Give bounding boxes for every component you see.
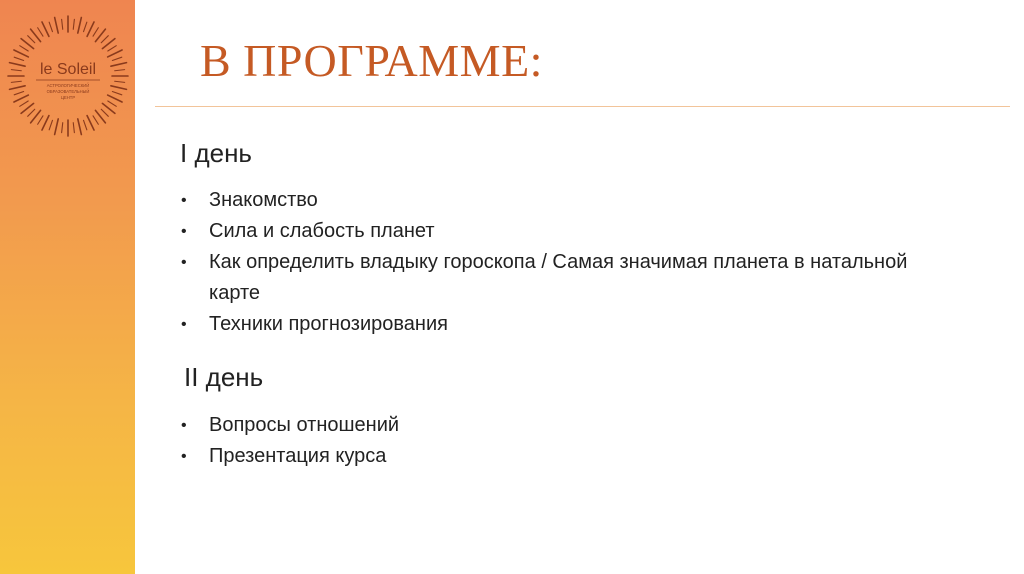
list-item-text: Знакомство <box>209 189 318 211</box>
day-2-list <box>180 410 980 472</box>
logo-ray <box>49 22 52 31</box>
list-item-text: Вопросы отношений <box>209 414 400 436</box>
logo-ray <box>11 70 21 71</box>
logo-ray <box>108 46 116 51</box>
logo-ray <box>10 86 26 90</box>
logo-ray <box>20 46 28 51</box>
logo-ray <box>55 119 59 135</box>
logo-ray <box>42 116 49 130</box>
logo-ray <box>108 95 122 102</box>
logo-ray <box>14 95 28 102</box>
logo-ray <box>28 109 35 116</box>
logo-subtitle-1: АСТРОЛОГИЧЕСКИЙ <box>46 83 90 88</box>
logo-ray <box>73 19 74 29</box>
bullet-icon: • <box>181 448 187 465</box>
day-1-heading: I день <box>180 138 252 168</box>
day-2-heading: II день <box>184 362 264 392</box>
logo-ray <box>10 63 26 67</box>
program-content <box>180 136 980 472</box>
list-item <box>180 309 980 340</box>
logo-subtitle-3: ЦЕНТР <box>60 95 76 100</box>
logo-ray <box>73 123 74 133</box>
logo-ray <box>111 86 127 90</box>
logo-ray <box>42 22 49 36</box>
list-item-text: Техники прогнозирования <box>209 313 448 335</box>
logo-ray <box>108 50 122 57</box>
logo-ray <box>112 57 121 60</box>
list-item-text: Сила и слабость планет <box>209 220 435 242</box>
slide-title: В ПРОГРАММЕ: <box>200 35 543 86</box>
logo-ray <box>62 123 63 133</box>
logo-ray <box>115 70 125 71</box>
logo-ray <box>55 18 59 34</box>
logo-subtitle-2: ОБРАЗОВАТЕЛЬНЫЙ <box>46 89 90 94</box>
logo-ray <box>87 116 94 130</box>
logo-ray <box>38 116 43 124</box>
list-item <box>180 216 980 247</box>
logo-ray <box>101 109 108 116</box>
logo-ray <box>62 19 63 29</box>
logo-ray <box>115 81 125 82</box>
list-item-text: Как определить владыку гороскопа / Самая значимая планета в натальной карте <box>209 251 908 304</box>
logo-ray <box>93 116 98 124</box>
logo-name: le Soleil <box>39 61 97 78</box>
logo-ray <box>11 81 21 82</box>
list-item-text: Презентация курса <box>209 445 387 467</box>
logo-ray <box>38 28 43 36</box>
logo-ray <box>28 36 35 43</box>
logo-ray <box>84 120 87 129</box>
logo-ray <box>111 63 127 67</box>
bullet-icon: • <box>181 316 187 333</box>
logo-ray <box>84 22 87 31</box>
logo-ray <box>14 57 23 60</box>
logo-ray <box>20 101 28 106</box>
logo-ray <box>49 120 52 129</box>
logo-ray <box>108 101 116 106</box>
bullet-icon: • <box>181 223 187 240</box>
logo-ray <box>101 36 108 43</box>
bullet-icon: • <box>181 192 187 209</box>
sidebar-gradient <box>0 0 135 574</box>
list-item <box>180 247 980 309</box>
sun-rays-icon <box>6 14 130 138</box>
bullet-icon: • <box>181 254 187 271</box>
day-1-list <box>180 185 980 340</box>
logo-ray <box>112 92 121 95</box>
title-divider <box>155 106 1010 107</box>
logo-ray <box>93 28 98 36</box>
logo-ray <box>87 22 94 36</box>
list-item <box>180 410 980 441</box>
list-item <box>180 441 980 472</box>
le-soleil-logo <box>6 14 130 138</box>
logo-ray <box>14 50 28 57</box>
logo-ray <box>78 119 82 135</box>
logo-ray <box>78 18 82 34</box>
bullet-icon: • <box>181 417 187 434</box>
list-item <box>180 185 980 216</box>
logo-ray <box>14 92 23 95</box>
